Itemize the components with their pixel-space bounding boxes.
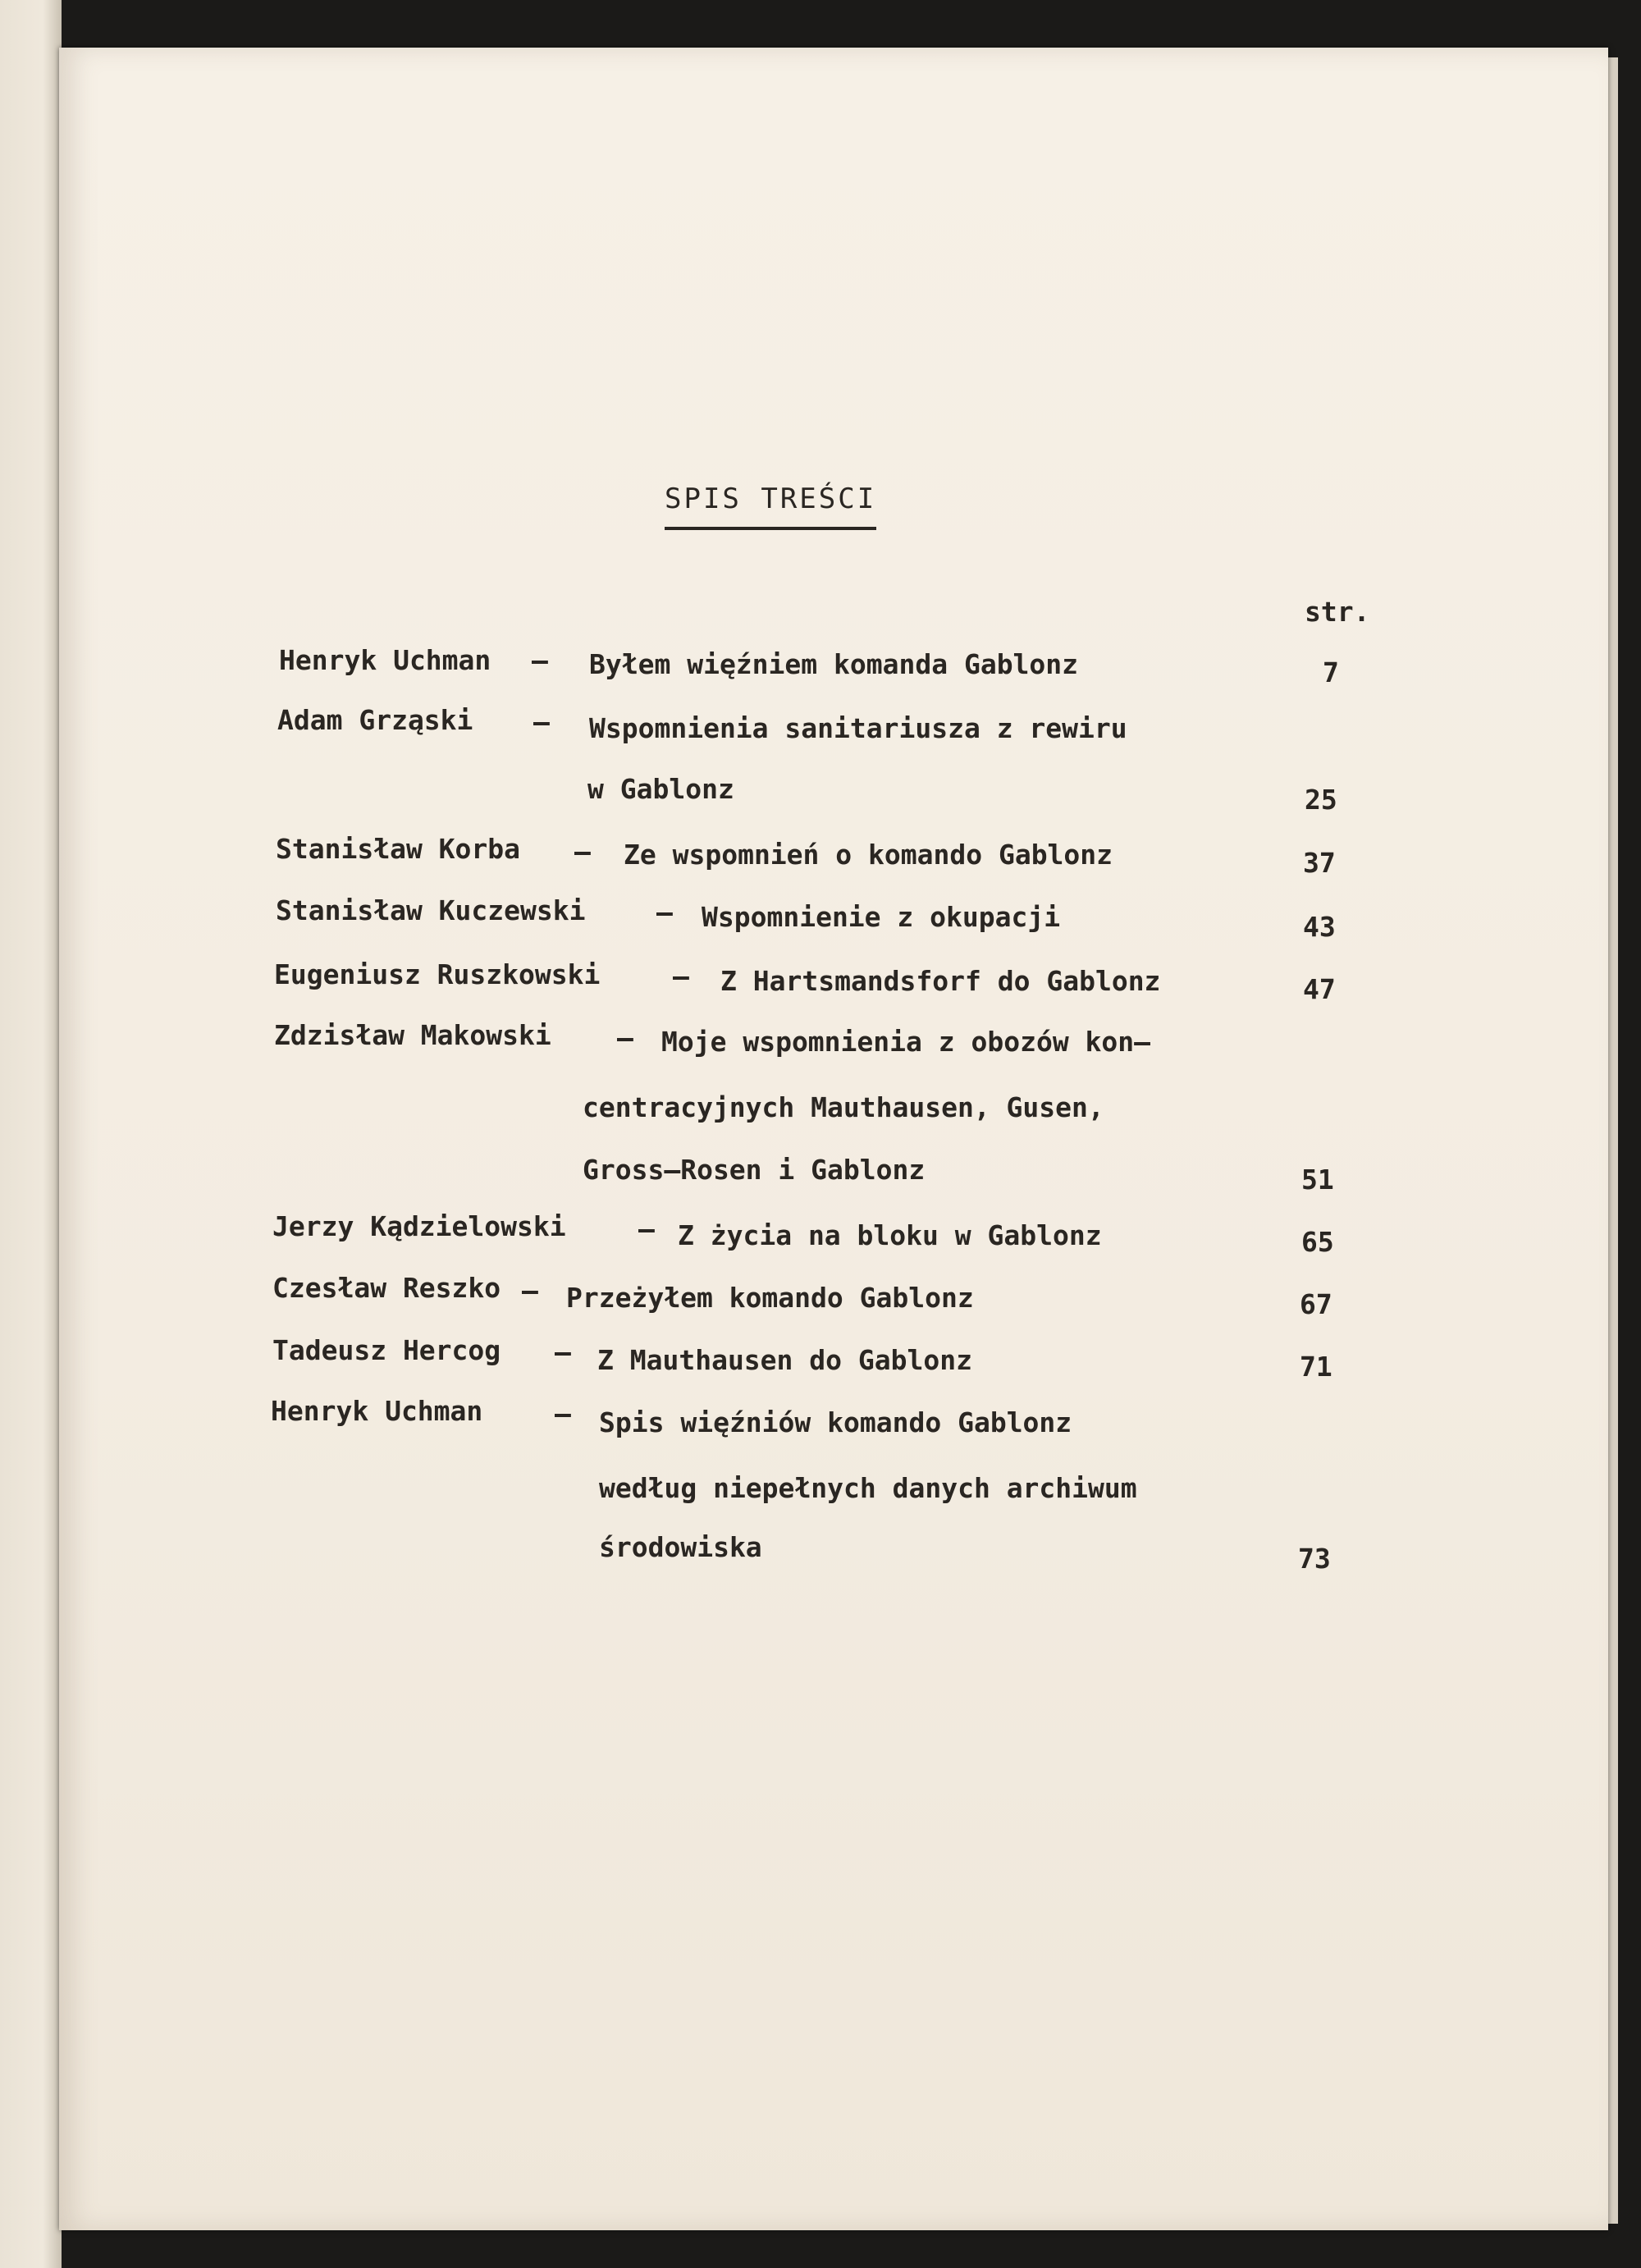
entry-page-number: 73 xyxy=(1298,1543,1331,1575)
entry-title-line: Byłem więźniem komanda Gablonz xyxy=(589,648,1079,680)
entry-dash: – xyxy=(522,1274,538,1306)
entry-title-line: Z Mauthausen do Gablonz xyxy=(597,1344,972,1376)
entry-author: Tadeusz Hercog xyxy=(272,1334,501,1366)
entry-author: Henryk Uchman xyxy=(279,644,491,676)
entry-dash: – xyxy=(656,896,673,928)
entry-author: Czesław Reszko xyxy=(272,1272,501,1304)
entry-page-number: 37 xyxy=(1303,847,1336,879)
entry-page-number: 51 xyxy=(1301,1164,1334,1196)
entry-dash: – xyxy=(673,960,689,992)
entry-title-line: Przeżyłem komando Gablonz xyxy=(566,1282,974,1314)
entry-dash: – xyxy=(617,1022,633,1054)
entry-title-line: Gross–Rosen i Gablonz xyxy=(583,1154,926,1186)
entry-dash: – xyxy=(574,835,591,867)
document-page xyxy=(59,48,1608,2230)
entry-page-number: 25 xyxy=(1305,784,1337,816)
entry-dash: – xyxy=(555,1336,571,1368)
entry-author: Stanisław Korba xyxy=(276,833,521,865)
entry-page-number: 43 xyxy=(1303,911,1336,943)
toc-title: SPIS TREŚCI xyxy=(665,482,876,530)
entry-author: Stanisław Kuczewski xyxy=(276,894,586,926)
entry-title-line: Ze wspomnień o komando Gablonz xyxy=(624,839,1113,871)
entry-dash: – xyxy=(555,1397,571,1429)
entry-title-line: Wspomnienie z okupacji xyxy=(702,901,1061,933)
entry-dash: – xyxy=(638,1213,655,1245)
entry-title-line: Z życia na bloku w Gablonz xyxy=(678,1219,1102,1251)
entry-title-line: Moje wspomnienia z obozów kon– xyxy=(661,1026,1151,1058)
entry-author: Henryk Uchman xyxy=(271,1395,483,1427)
page-right-edge xyxy=(1608,57,1618,2224)
entry-page-number: 71 xyxy=(1300,1351,1332,1383)
entry-dash: – xyxy=(532,644,548,676)
entry-title-line: centracyjnych Mauthausen, Gusen, xyxy=(583,1091,1104,1123)
entry-author: Jerzy Kądzielowski xyxy=(272,1210,566,1242)
entry-author: Adam Grząski xyxy=(277,704,473,736)
entry-dash: – xyxy=(533,706,550,738)
entry-author: Eugeniusz Ruszkowski xyxy=(274,958,601,990)
entry-page-number: 47 xyxy=(1303,973,1336,1005)
left-page-edge xyxy=(0,0,62,2268)
entry-title-line: Spis więźniów komando Gablonz xyxy=(599,1406,1072,1438)
entry-title-line: w Gablonz xyxy=(587,773,734,805)
entry-title-line: Wspomnienia sanitariusza z rewiru xyxy=(589,712,1127,744)
entry-page-number: 67 xyxy=(1300,1288,1332,1320)
entry-page-number: 7 xyxy=(1323,656,1339,688)
entry-title-line: według niepełnych danych archiwum xyxy=(599,1472,1137,1504)
entry-author: Zdzisław Makowski xyxy=(274,1019,551,1051)
page-column-label: str. xyxy=(1305,596,1370,628)
entry-title-line: Z Hartsmandsforf do Gablonz xyxy=(720,965,1161,997)
entry-page-number: 65 xyxy=(1301,1226,1334,1258)
entry-title-line: środowiska xyxy=(599,1531,762,1563)
